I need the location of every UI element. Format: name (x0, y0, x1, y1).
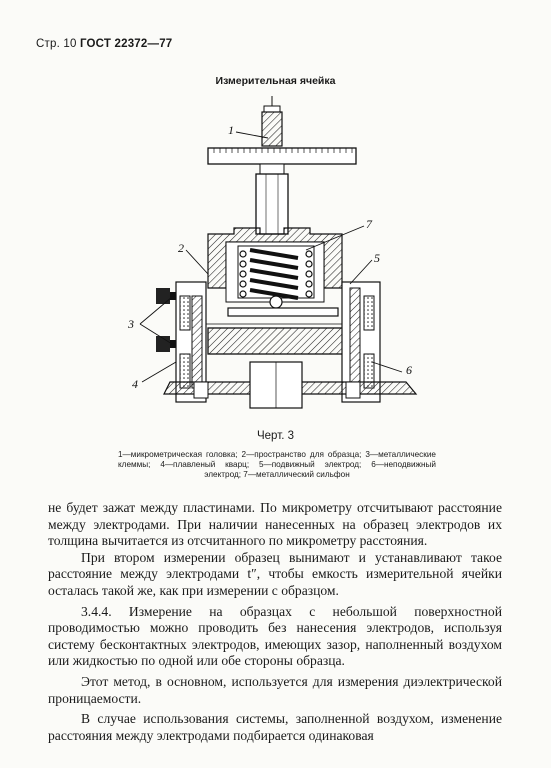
spindle (256, 174, 288, 234)
callout-7: 7 (366, 217, 372, 231)
paragraph: 3.4.4. Измерение на образцах с небольшой поверхностной проводимостью можно проводить без нанесения электродов, используя систему бесконтактных электродов, имеющих зазор, наполненный воздухом или жидкостью по одной или обе стороны образца. (48, 603, 502, 669)
moving-electrode (228, 308, 338, 316)
measuring-cell-drawing (110, 92, 430, 422)
figure-caption: Черт. 3 (257, 430, 294, 442)
figure-legend: 1—микрометрическая головка; 2—пространство для образца; 3—металлические клеммы; 4—плавленый кварц; 5—подвижный электрод; 6—неподвижный электрод; 7—металлический сильфон (118, 450, 436, 479)
figure-title: Измерительная ячейка (215, 75, 336, 87)
callout-2: 2 (178, 241, 184, 255)
callout-6: 6 (406, 363, 412, 377)
micrometer-dial (208, 148, 356, 174)
body-text (48, 500, 502, 748)
paragraph: не будет зажат между пластинами. По микрометру отсчитывают расстояние между электродами. При наличии нанесенных на образец электродов их толщина вычитается из отсчитанного по микрометру расстояния. (48, 500, 502, 549)
page-header (36, 38, 172, 50)
callout-3: 3 (128, 317, 134, 331)
paragraph: В случае использования системы, заполненной воздухом, изменение расстояния между электродами подбирается одинаковая (48, 711, 502, 743)
page-number: Стр. 10 (36, 38, 77, 50)
callout-4: 4 (132, 377, 138, 391)
standard-number: ГОСТ 22372—77 (79, 38, 173, 50)
paragraph: При втором измерении образец вынимают и устанавливают такое расстояние между электродами t″, чтобы емкость измерительной ячейки осталась такой же, как при измерении с образцом. (48, 549, 502, 598)
micrometer-knob (262, 96, 282, 146)
callout-1: 1 (228, 123, 234, 137)
paragraph: Этот метод, в основном, используется для измерения диэлектрической проницаемости. (48, 673, 502, 706)
fixed-electrode (208, 328, 360, 354)
callout-5: 5 (374, 251, 380, 265)
